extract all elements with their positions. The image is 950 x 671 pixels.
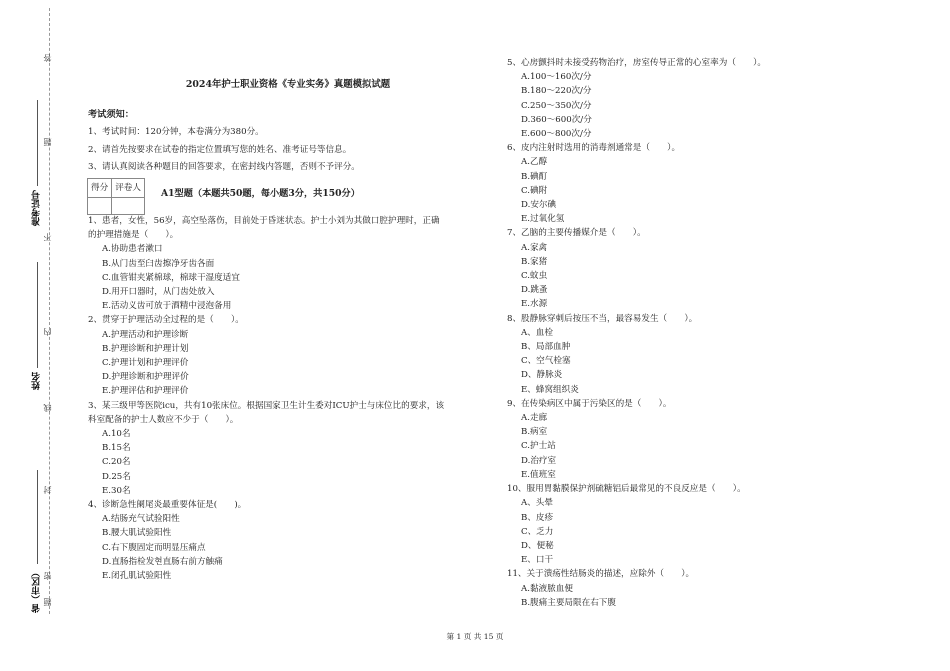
name-fill-line[interactable]: [37, 262, 38, 368]
question: [88, 313, 488, 398]
province-label: 省（市区）: [32, 568, 42, 613]
question-stem: 科室配备的护士人数应不少于（ ）。: [88, 414, 239, 425]
answer-option[interactable]: A.走廊: [521, 413, 548, 424]
score-table: [87, 178, 145, 215]
question: [88, 214, 488, 313]
question-stem: 8、股静脉穿刺后按压不当，最容易发生（ ）。: [507, 313, 698, 324]
answer-option[interactable]: E、口干: [521, 555, 554, 566]
answer-option[interactable]: A.结肠充气试验阳性: [102, 514, 180, 525]
answer-option[interactable]: E、蜂窝组织炎: [521, 384, 579, 395]
answer-option[interactable]: A.黏液脓血便: [521, 583, 573, 594]
question: [507, 482, 907, 567]
question-stem: 3、某三级甲等医院icu，共有10张床位。根据国家卫生计生委对ICU护士与床位比的要求，该: [88, 400, 445, 411]
answer-option[interactable]: B、局部血肿: [521, 342, 571, 353]
grader-cell[interactable]: [112, 198, 145, 215]
answer-option[interactable]: D.护理诊断和护理评价: [102, 372, 189, 383]
seal-char: 题: [43, 598, 52, 606]
score-header: 得分: [88, 179, 112, 198]
answer-option[interactable]: C.右下腹固定而明显压痛点: [102, 542, 206, 553]
answer-option[interactable]: B.15名: [102, 443, 131, 454]
answer-option[interactable]: E.水源: [521, 299, 548, 310]
question: [507, 56, 907, 141]
question: [88, 498, 488, 583]
answer-option[interactable]: B、皮疹: [521, 512, 554, 523]
question: [88, 399, 488, 498]
question: [507, 312, 907, 397]
answer-option[interactable]: C.碘附: [521, 185, 548, 196]
answer-option[interactable]: B.180～220次/分: [521, 86, 592, 97]
province-fill-line[interactable]: [37, 470, 38, 564]
answer-option[interactable]: E.闭孔肌试验阳性: [102, 571, 172, 582]
question-stem: 9、在传染病区中属于污染区的是（ ）。: [507, 398, 672, 409]
question-stem: 4、诊断急性阑尾炎最重要体征是( )。: [88, 500, 247, 511]
answer-option[interactable]: D.用开口器时，从门齿处放入: [102, 287, 215, 298]
question: [507, 567, 907, 610]
answer-option[interactable]: B.家猪: [521, 256, 548, 267]
exam-title: 2024年护士职业资格《专业实务》真题模拟试题: [185, 79, 391, 90]
answer-option[interactable]: D.直肠指检发현直肠右前方触痛: [102, 556, 223, 567]
answer-option[interactable]: C.250～350次/分: [521, 100, 592, 111]
answer-option[interactable]: E.600～800次/分: [521, 129, 592, 140]
left-question-list: [88, 214, 488, 583]
answer-option[interactable]: C.血管钳夹紧棉球，棉球干湿度适宜: [102, 272, 240, 283]
answer-option[interactable]: E.护理评估和护理评价: [102, 386, 189, 397]
answer-option[interactable]: B.护理诊断和护理计划: [102, 343, 189, 354]
question-stem: 的护理措施是（ ）。: [88, 230, 179, 241]
name-label: 姓名: [32, 372, 42, 390]
binding-strip: [0, 0, 60, 671]
page-footer: 第 1 页 共 15 页: [446, 632, 504, 641]
answer-option[interactable]: A.100～160次/分: [521, 72, 592, 83]
notice-heading: 考试须知：: [88, 109, 134, 121]
question-stem: 1、患者，女性，56岁，高空坠落伤，目前处于昏迷状态。护士小刘为其做口腔护理时，正确: [88, 216, 440, 227]
answer-option[interactable]: A.乙醇: [521, 157, 548, 168]
answer-option[interactable]: D、静脉炎: [521, 370, 563, 381]
answer-option[interactable]: B.病室: [521, 427, 548, 438]
score-cell[interactable]: [88, 198, 112, 215]
question: [507, 226, 907, 311]
answer-option[interactable]: A、头晕: [521, 498, 553, 509]
answer-option[interactable]: B.从门齿至臼齿擦净牙齿各面: [102, 258, 215, 269]
answer-option[interactable]: D.安尔碘: [521, 200, 557, 211]
answer-option[interactable]: E.过氧化氢: [521, 214, 565, 225]
score-section: [88, 178, 488, 208]
seal-char: 内: [43, 328, 52, 336]
answer-option[interactable]: E.活动义齿可放于酒精中浸泡备用: [102, 301, 232, 312]
question-stem: 6、皮内注射时选用的消毒剂通常是（ ）。: [507, 143, 681, 154]
question-stem: 2、贯穿于护理活动全过程的是（ ）。: [88, 315, 244, 326]
answer-option[interactable]: E.值班室: [521, 469, 556, 480]
answer-option[interactable]: D.跳蚤: [521, 285, 548, 296]
right-column: [507, 56, 907, 610]
notice-item: 2、请首先按要求在试卷的指定位置填写您的姓名、准考证号等信息。: [88, 144, 352, 155]
question: [507, 141, 907, 226]
seal-char: 线: [43, 404, 52, 412]
answer-option[interactable]: C.护理计划和护理评价: [102, 358, 189, 369]
answer-option[interactable]: A.家禽: [521, 242, 548, 253]
exam-no-label: 准考证号: [32, 190, 42, 226]
seal-char: 密: [43, 572, 52, 580]
seal-char: 题: [43, 138, 52, 146]
answer-option[interactable]: C.蚊虫: [521, 271, 548, 282]
right-question-list: [507, 56, 907, 610]
answer-option[interactable]: A.协助患者漱口: [102, 244, 163, 255]
answer-option[interactable]: B.碘酊: [521, 171, 548, 182]
answer-option[interactable]: D.360～600次/分: [521, 114, 592, 125]
answer-option[interactable]: B.腰大肌试验阳性: [102, 528, 172, 539]
answer-option[interactable]: D.25名: [102, 471, 131, 482]
answer-option[interactable]: A.护理活动和护理诊断: [102, 329, 189, 340]
notice-item: 3、请认真阅读各种题目的回答要求，在密封线内答题，否则不予评分。: [88, 161, 360, 172]
answer-option[interactable]: C.护士站: [521, 441, 556, 452]
section-heading: A1型题（本题共50题，每小题3分，共150分）: [161, 188, 360, 200]
question: [507, 397, 907, 482]
answer-option[interactable]: D、便秘: [521, 540, 554, 551]
seal-char: 不: [43, 233, 52, 241]
answer-option[interactable]: B.腹痛主要局限在右下腹: [521, 597, 616, 608]
seal-dashed-line: [49, 8, 50, 614]
seal-char: 封: [43, 486, 52, 494]
answer-option[interactable]: D.治疗室: [521, 455, 557, 466]
question-stem: 11、关于溃疡性结肠炎的描述，应除外（ ）。: [507, 569, 695, 580]
question-stem: 10、服用胃黏膜保护剂硫糖铝后最常见的不良反应是（ ）。: [507, 484, 746, 495]
answer-option[interactable]: A、血栓: [521, 327, 553, 338]
answer-option[interactable]: C、乏力: [521, 526, 554, 537]
grader-header: 评卷人: [112, 179, 145, 198]
left-column: [88, 74, 488, 583]
notice-item: 1、考试时间：120分钟，本卷满分为380分。: [88, 127, 264, 138]
answer-option[interactable]: E.30名: [102, 485, 131, 496]
exam-no-fill-line[interactable]: [37, 100, 38, 186]
seal-char: 答: [43, 54, 52, 62]
question-stem: 7、乙脑的主要传播媒介是（ ）。: [507, 228, 646, 239]
answer-option[interactable]: A.10名: [102, 429, 131, 440]
answer-option[interactable]: C.20名: [102, 457, 131, 468]
answer-option[interactable]: C、空气栓塞: [521, 356, 571, 367]
question-stem: 5、心房颤抖时未接受药物治疗，房室传导正常的心室率为（ ）。: [507, 58, 766, 68]
